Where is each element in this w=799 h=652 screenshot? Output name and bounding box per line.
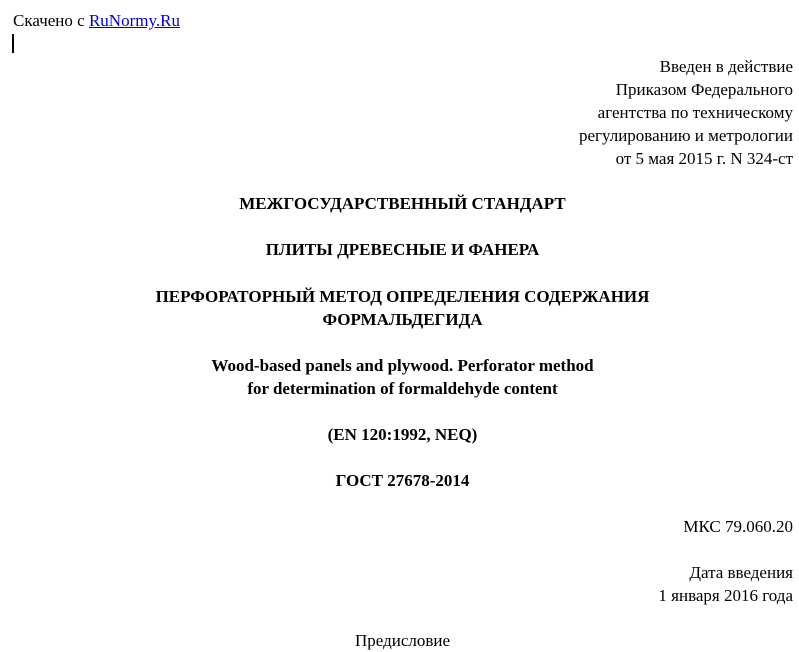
title-ru-line-1: ПЛИТЫ ДРЕВЕСНЫЕ И ФАНЕРА <box>265 240 540 259</box>
introduction-block <box>393 55 793 170</box>
introduction-line: агентства по техническому <box>597 103 793 122</box>
text-cursor <box>12 34 14 53</box>
title-ru-line-3: ФОРМАЛЬДЕГИДА <box>322 310 483 329</box>
source-prefix: Скачено с <box>13 11 89 30</box>
title-en-line-1: Wood-based panels and plywood. Perforator method <box>211 356 594 375</box>
introduction-line: Приказом Федерального <box>615 80 793 99</box>
standard-designation: ГОСТ 27678-2014 <box>335 471 470 490</box>
mks-code: МКС 79.060.20 <box>683 517 793 536</box>
source-link[interactable]: RuNormy.Ru <box>88 11 180 30</box>
effective-date-label: Дата введения <box>689 563 793 582</box>
introduction-line: от 5 мая 2015 г. N 324-ст <box>615 149 793 168</box>
introduction-line: регулированию и метрологии <box>578 126 793 145</box>
equivalence-note: (EN 120:1992, NEQ) <box>327 425 478 444</box>
title-en-line-2: for determination of formaldehyde content <box>247 379 558 398</box>
preface-heading: Предисловие <box>354 631 451 650</box>
effective-date-value: 1 января 2016 года <box>658 586 793 605</box>
title-ru-line-2: ПЕРФОРАТОРНЫЙ МЕТОД ОПРЕДЕЛЕНИЯ СОДЕРЖАНИЯ <box>155 287 650 306</box>
introduction-line: Введен в действие <box>659 57 793 76</box>
source-line <box>13 9 180 32</box>
standard-type-heading: МЕЖГОСУДАРСТВЕННЫЙ СТАНДАРТ <box>239 194 566 213</box>
